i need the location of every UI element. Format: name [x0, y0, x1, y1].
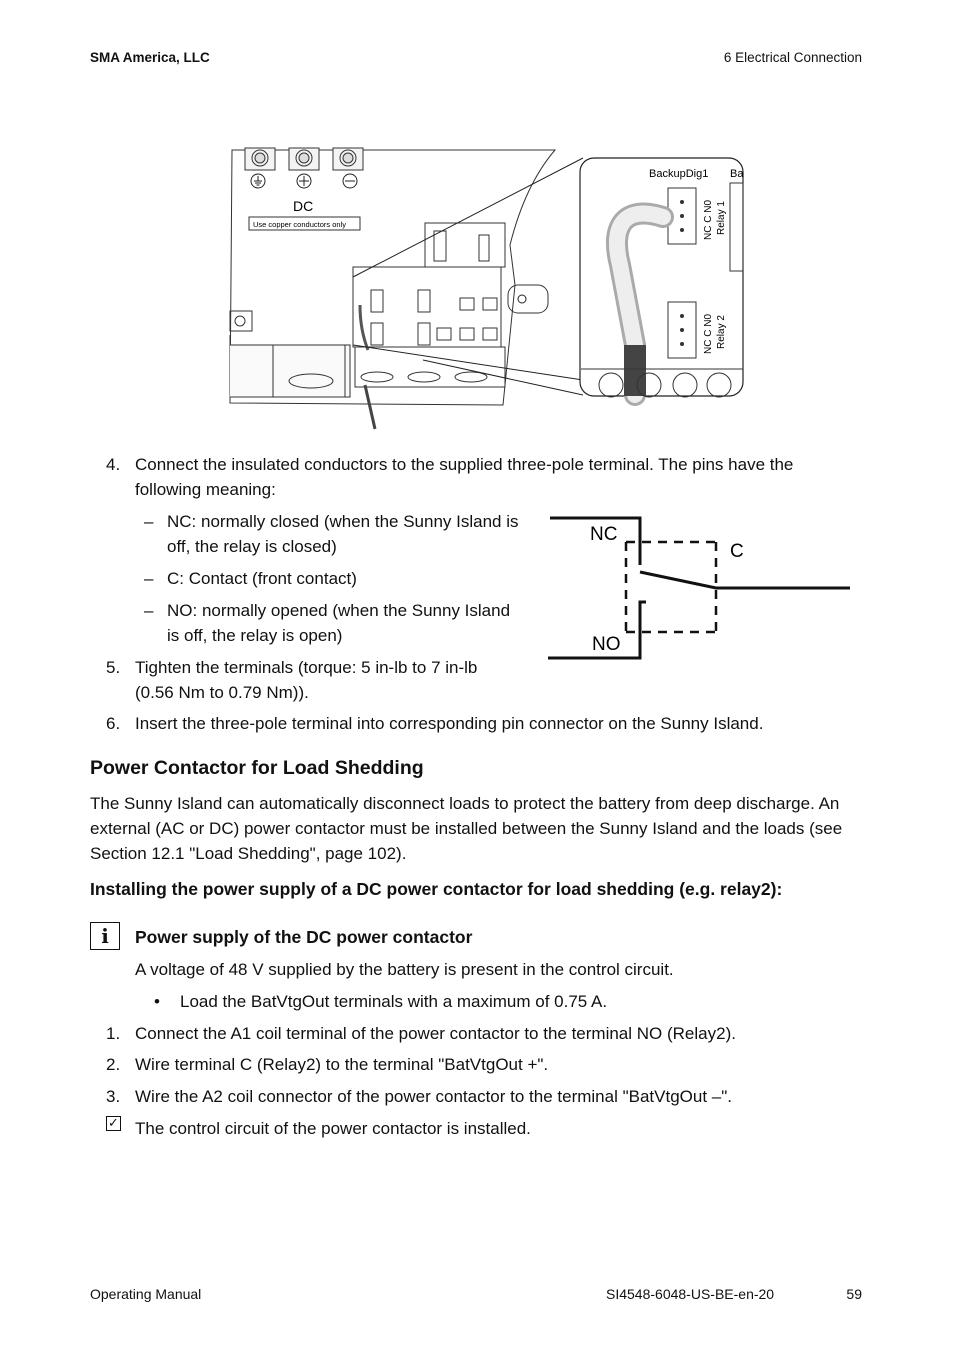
info-bullet-text: Load the BatVtgOut terminals with a maximum of 0.75 A.: [180, 992, 608, 1011]
dc-label: DC: [293, 198, 314, 214]
info-title: Power supply of the DC power contactor: [135, 927, 473, 947]
dc-terminals: [245, 148, 363, 170]
list-item: NC: normally closed (when the Sunny Island is: [167, 512, 519, 531]
plus-icon: [297, 174, 311, 188]
step-text: Wire the A2 coil connector of the power contactor to the terminal "BatVtgOut –".: [135, 1087, 732, 1106]
list-item: C: Contact (front contact): [167, 569, 357, 588]
relay1-name: Relay 1: [716, 201, 727, 235]
paragraph-line: external (AC or DC) power contactor must be installed between the Sunny Island and the loads (see: [90, 819, 843, 838]
info-icon: i: [90, 922, 120, 950]
step-text: Tighten the terminals (torque: 5 in-lb to 7 in-lb: [135, 658, 478, 677]
list-item-cont: is off, the relay is open): [167, 626, 343, 645]
result-text: The control circuit of the power contactor is installed.: [135, 1119, 531, 1138]
copper-label: Use copper conductors only: [253, 220, 346, 229]
footer-doc-id: SI4548-6048-US-BE-en-20: [606, 1286, 775, 1302]
step-number: 3.: [106, 1087, 121, 1106]
checkbox-checked-icon: ✓: [106, 1116, 121, 1131]
step-number: 5.: [106, 658, 121, 677]
c-label: C: [730, 541, 744, 562]
step-text: Connect the insulated conductors to the supplied three-pole terminal. The pins have the: [135, 455, 794, 474]
procedure-title: Installing the power supply of a DC power contactor for load shedding (e.g. relay2):: [90, 879, 783, 899]
list-dash: –: [144, 601, 154, 620]
list-item: NO: normally opened (when the Sunny Island: [167, 601, 511, 620]
page-number: 59: [846, 1286, 862, 1302]
header-company: SMA America, LLC: [90, 50, 210, 65]
step-text-cont: following meaning:: [135, 480, 276, 499]
relay-contact-diagram: [540, 510, 860, 670]
backup-label: BackupDig1: [649, 168, 709, 180]
section-paragraph: [90, 791, 842, 866]
list-dash: –: [144, 512, 154, 531]
backup-label-cut: Ba: [730, 168, 744, 180]
list-item-cont: off, the relay is closed): [167, 537, 337, 556]
step-text: Wire terminal C (Relay2) to the terminal "BatVtgOut +".: [135, 1055, 549, 1074]
paragraph-line: The Sunny Island can automatically disconnect loads to protect the battery from deep discharge. An: [90, 794, 840, 813]
section-title: Power Contactor for Load Shedding: [90, 757, 424, 779]
no-label: NO: [592, 634, 621, 655]
paragraph-line: Section 12.1 "Load Shedding", page 102).: [90, 844, 407, 863]
relay2-name: Relay 2: [716, 315, 727, 349]
list-dash: –: [144, 569, 154, 588]
relay2-pins: NC C N0: [703, 313, 714, 354]
step-number: 6.: [106, 714, 121, 733]
footer-manual: Operating Manual: [90, 1286, 202, 1302]
step-number: 1.: [106, 1024, 121, 1043]
relay1-pins: NC C N0: [703, 199, 714, 240]
dc-connection-figure: [225, 145, 750, 435]
step-text-cont: (0.56 Nm to 0.79 Nm)).: [135, 683, 309, 702]
step-text: Insert the three-pole terminal into corresponding pin connector on the Sunny Island.: [135, 714, 764, 733]
step-text: Connect the A1 coil terminal of the power contactor to the terminal NO (Relay2).: [135, 1024, 736, 1043]
bullet-mark: •: [154, 992, 160, 1011]
nc-label: NC: [590, 524, 618, 545]
header-chapter: 6 Electrical Connection: [723, 50, 862, 65]
info-text: A voltage of 48 V supplied by the battery is present in the control circuit.: [135, 960, 674, 979]
step-number: 2.: [106, 1055, 121, 1074]
step-number: 4.: [106, 455, 121, 474]
